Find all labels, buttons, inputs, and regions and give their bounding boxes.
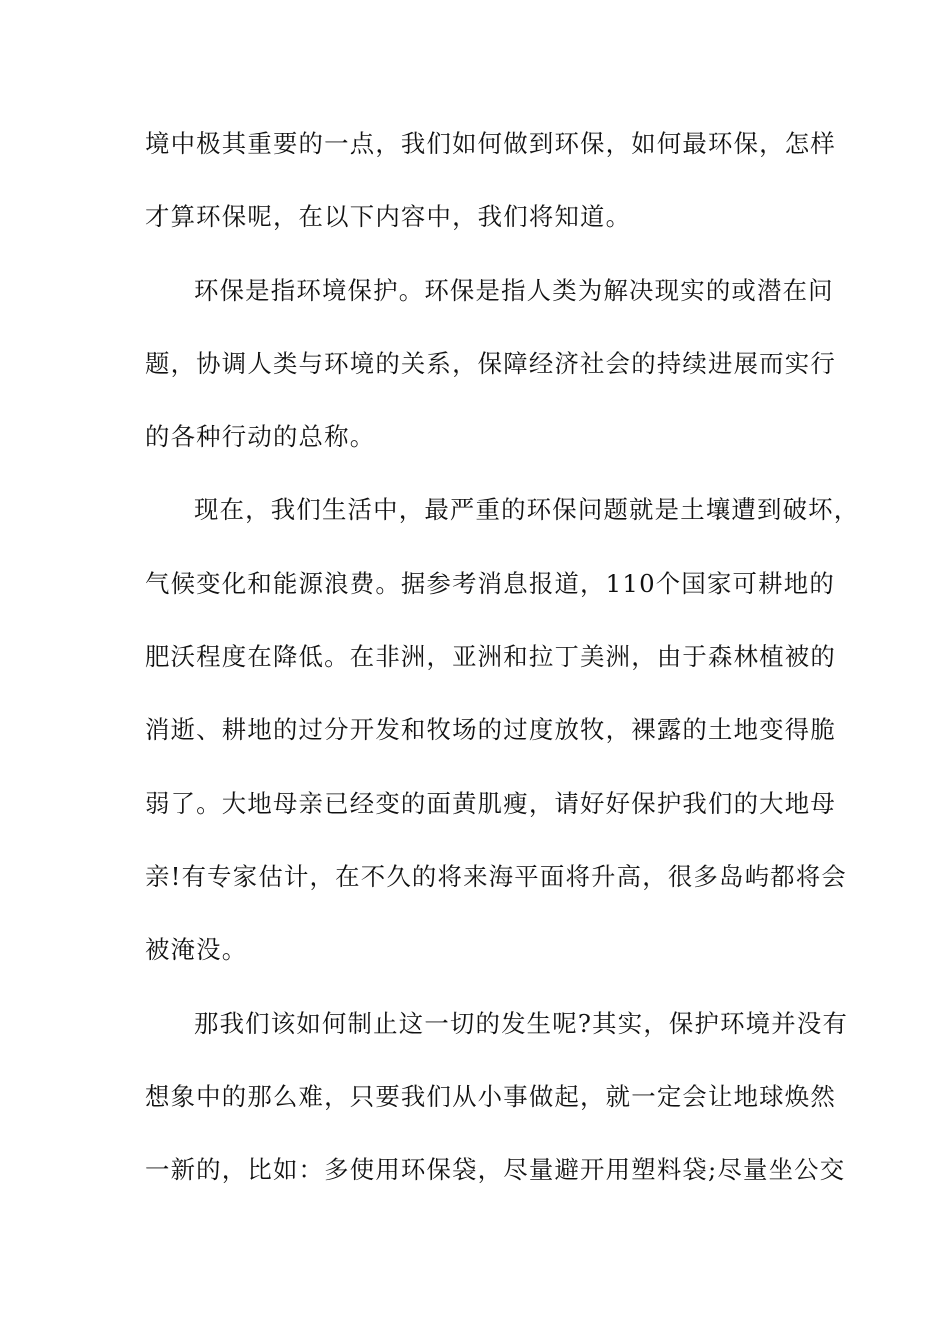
text-line-15: 一新的，比如：多使用环保袋，尽量避开用塑料袋;尽量坐公交 <box>145 1155 846 1185</box>
text-line-12: 被淹没。 <box>145 935 248 965</box>
text-line-11: 亲!有专家估计，在不久的将来海平面将升高，很多岛屿都将会 <box>145 861 847 891</box>
text-line-3: 环保是指环境保护。环保是指人类为解决现实的或潜在问 <box>194 275 834 305</box>
text-line-14: 想象中的那么难，只要我们从小事做起，就一定会让地球焕然 <box>145 1081 836 1111</box>
text-line-5: 的各种行动的总称。 <box>145 422 376 452</box>
text-line-13: 那我们该如何制止这一切的发生呢?其实，保护环境并没有 <box>194 1008 849 1038</box>
text-line-2: 才算环保呢，在以下内容中，我们将知道。 <box>145 202 632 232</box>
body-text <box>145 124 860 1223</box>
text-line-6: 现在，我们生活中，最严重的环保问题就是土壤遭到破坏， <box>194 495 860 525</box>
text-line-4: 题，协调人类与环境的关系，保障经济社会的持续进展而实行 <box>145 348 836 378</box>
text-line-10: 弱了。大地母亲已经变的面黄肌瘦，请好好保护我们的大地母 <box>145 788 836 818</box>
text-line-8: 肥沃程度在降低。在非洲，亚洲和拉丁美洲，由于森林植被的 <box>145 642 836 672</box>
text-line-7: 气候变化和能源浪费。据参考消息报道，110个国家可耕地的 <box>145 568 835 598</box>
text-line-1: 境中极其重要的一点，我们如何做到环保，如何最环保，怎样 <box>145 129 836 158</box>
text-line-9: 消逝、耕地的过分开发和牧场的过度放牧，裸露的土地变得脆 <box>145 715 836 745</box>
